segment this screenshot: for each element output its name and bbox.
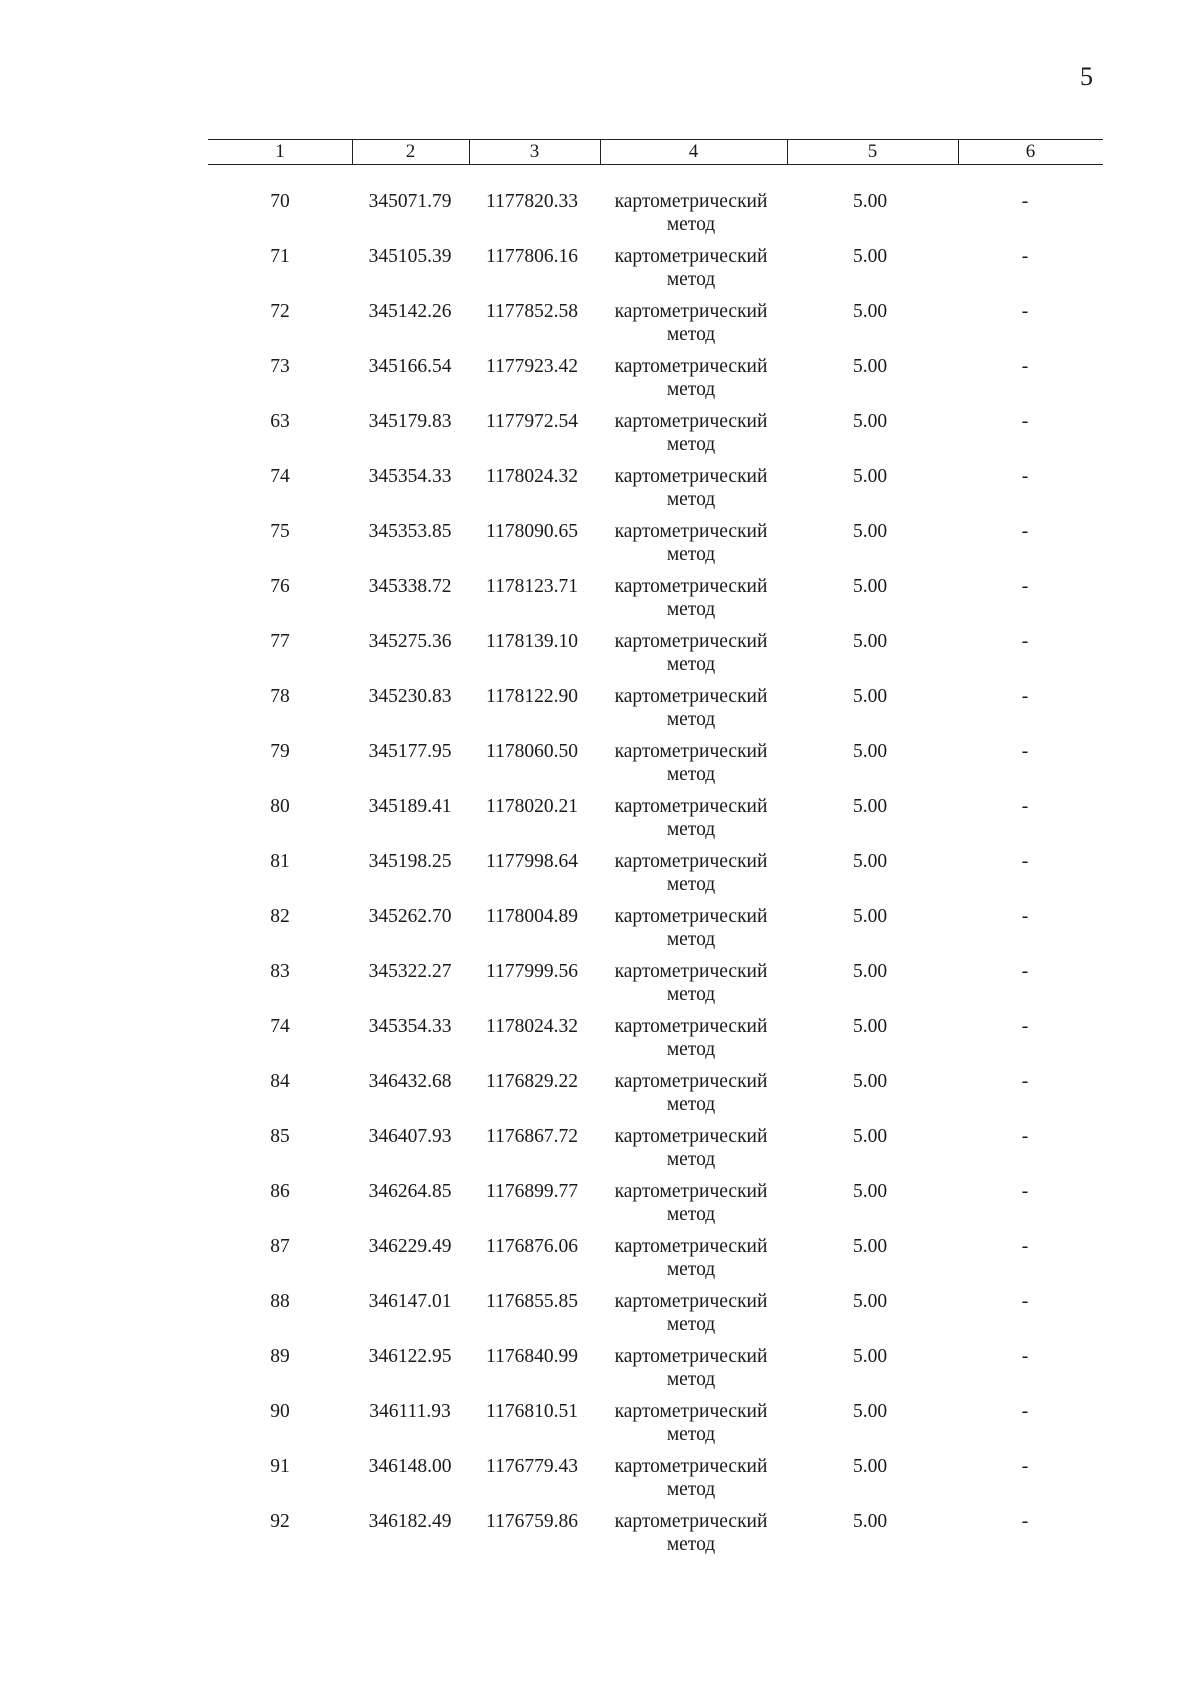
method-cell [596,1180,786,1226]
note-value: - [1021,1346,1029,1367]
note-value: - [1021,576,1029,597]
point-number: 79 [270,741,290,762]
accuracy-value: 5.00 [852,1511,888,1532]
accuracy-value: 5.00 [852,246,888,267]
table-row [0,410,1200,465]
method-cell [596,355,786,401]
y-coordinate: 1177923.42 [486,356,578,377]
point-number: 84 [270,1071,290,1092]
y-coordinate: 1178024.32 [486,466,578,487]
x-coordinate: 345338.72 [368,576,452,597]
y-coordinate: 1176810.51 [486,1401,578,1422]
y-coordinate: 1177806.16 [486,246,578,267]
table-row [0,630,1200,685]
y-coordinate: 1177999.56 [486,961,578,982]
method-line-2: метод [666,1149,716,1170]
y-coordinate: 1176759.86 [486,1511,578,1532]
accuracy-value: 5.00 [852,301,888,322]
note-value: - [1021,741,1029,762]
method-cell [596,465,786,511]
method-line-2: метод [666,379,716,400]
table-row [0,1235,1200,1290]
method-line-1: картометрический [614,466,768,487]
method-cell [596,795,786,841]
table-body [0,190,1200,1565]
x-coordinate: 345179.83 [368,411,452,432]
method-line-2: метод [666,324,716,345]
method-line-1: картометрический [614,1291,768,1312]
point-number: 87 [270,1236,290,1257]
method-cell [596,300,786,346]
method-cell [596,850,786,896]
y-coordinate: 1178139.10 [486,631,578,652]
method-line-1: картометрический [614,356,768,377]
table-row [0,1345,1200,1400]
accuracy-value: 5.00 [852,741,888,762]
note-value: - [1021,521,1029,542]
accuracy-value: 5.00 [852,576,888,597]
accuracy-value: 5.00 [852,466,888,487]
method-line-2: метод [666,1534,716,1555]
point-number: 72 [270,301,290,322]
method-cell [596,410,786,456]
method-cell [596,1070,786,1116]
column-header-1: 1 [275,141,285,162]
table-row [0,1455,1200,1510]
note-value: - [1021,1071,1029,1092]
method-line-1: картометрический [614,1456,768,1477]
table-row [0,1290,1200,1345]
method-cell [596,685,786,731]
table-header [208,139,1103,165]
y-coordinate: 1176829.22 [486,1071,578,1092]
method-line-1: картометрический [614,576,768,597]
method-line-2: метод [666,489,716,510]
note-value: - [1021,246,1029,267]
method-cell [596,630,786,676]
method-line-2: метод [666,599,716,620]
note-value: - [1021,1016,1029,1037]
x-coordinate: 345275.36 [368,631,452,652]
table-row [0,850,1200,905]
point-number: 88 [270,1291,290,1312]
point-number: 81 [270,851,290,872]
note-value: - [1021,1236,1029,1257]
x-coordinate: 346182.49 [368,1511,452,1532]
method-cell [596,1400,786,1446]
column-header-3: 3 [529,141,540,162]
x-coordinate: 345071.79 [368,191,452,212]
method-line-1: картометрический [614,1126,768,1147]
column-header-2: 2 [405,141,416,162]
point-number: 76 [270,576,290,597]
note-value: - [1021,851,1029,872]
method-cell [596,1510,786,1556]
note-value: - [1021,1456,1029,1477]
method-line-1: картометрический [614,961,768,982]
x-coordinate: 346407.93 [368,1126,452,1147]
method-line-1: картометрический [614,796,768,817]
point-number: 70 [270,191,290,212]
method-line-1: картометрический [614,1181,768,1202]
note-value: - [1021,906,1029,927]
method-line-1: картометрический [614,1346,768,1367]
point-number: 80 [270,796,290,817]
method-line-2: метод [666,1369,716,1390]
accuracy-value: 5.00 [852,796,888,817]
table-row [0,520,1200,575]
table-row [0,245,1200,300]
accuracy-value: 5.00 [852,1291,888,1312]
x-coordinate: 345354.33 [368,466,452,487]
accuracy-value: 5.00 [852,686,888,707]
method-line-1: картометрический [614,686,768,707]
note-value: - [1021,631,1029,652]
point-number: 73 [270,356,290,377]
y-coordinate: 1176855.85 [486,1291,578,1312]
point-number: 74 [270,466,290,487]
point-number: 82 [270,906,290,927]
accuracy-value: 5.00 [852,1181,888,1202]
y-coordinate: 1177998.64 [486,851,578,872]
method-line-1: картометрический [614,631,768,652]
note-value: - [1021,301,1029,322]
accuracy-value: 5.00 [852,411,888,432]
table-row [0,190,1200,245]
method-line-2: метод [666,1204,716,1225]
table-row [0,1510,1200,1565]
table-row [0,960,1200,1015]
method-cell [596,1235,786,1281]
method-line-2: метод [666,1259,716,1280]
accuracy-value: 5.00 [852,1456,888,1477]
accuracy-value: 5.00 [852,961,888,982]
method-line-2: метод [666,984,716,1005]
accuracy-value: 5.00 [852,1236,888,1257]
method-line-2: метод [666,929,716,950]
x-coordinate: 345354.33 [368,1016,452,1037]
column-header-4: 4 [688,141,699,162]
point-number: 71 [270,246,290,267]
column-header-6: 6 [1025,141,1036,162]
table-row [0,300,1200,355]
note-value: - [1021,411,1029,432]
method-line-1: картометрический [614,1236,768,1257]
method-line-2: метод [666,819,716,840]
y-coordinate: 1178060.50 [486,741,578,762]
note-value: - [1021,1291,1029,1312]
accuracy-value: 5.00 [852,906,888,927]
x-coordinate: 345262.70 [368,906,452,927]
accuracy-value: 5.00 [852,521,888,542]
note-value: - [1021,961,1029,982]
note-value: - [1021,466,1029,487]
note-value: - [1021,796,1029,817]
x-coordinate: 346229.49 [368,1236,452,1257]
method-line-2: метод [666,1424,716,1445]
accuracy-value: 5.00 [852,1126,888,1147]
x-coordinate: 345322.27 [368,961,452,982]
accuracy-value: 5.00 [852,1401,888,1422]
method-line-2: метод [666,1479,716,1500]
x-coordinate: 346122.95 [368,1346,452,1367]
y-coordinate: 1176840.99 [486,1346,578,1367]
point-number: 63 [270,411,290,432]
x-coordinate: 346147.01 [368,1291,452,1312]
x-coordinate: 345177.95 [368,741,452,762]
accuracy-value: 5.00 [852,1346,888,1367]
table-row [0,1400,1200,1455]
point-number: 92 [270,1511,290,1532]
y-coordinate: 1177852.58 [486,301,578,322]
method-line-1: картометрический [614,1071,768,1092]
y-coordinate: 1178123.71 [486,576,578,597]
y-coordinate: 1178020.21 [486,796,578,817]
x-coordinate: 345142.26 [368,301,452,322]
method-line-2: метод [666,764,716,785]
x-coordinate: 345189.41 [368,796,452,817]
point-number: 86 [270,1181,290,1202]
y-coordinate: 1178004.89 [486,906,578,927]
method-cell [596,575,786,621]
method-cell [596,190,786,236]
y-coordinate: 1177820.33 [486,191,578,212]
method-cell [596,1345,786,1391]
method-line-1: картометрический [614,741,768,762]
method-cell [596,1125,786,1171]
method-line-1: картометрический [614,301,768,322]
method-line-1: картометрический [614,246,768,267]
table-row [0,1125,1200,1180]
method-cell [596,905,786,951]
note-value: - [1021,356,1029,377]
point-number: 78 [270,686,290,707]
table-row [0,575,1200,630]
note-value: - [1021,191,1029,212]
method-cell [596,520,786,566]
method-line-2: метод [666,709,716,730]
x-coordinate: 345105.39 [368,246,452,267]
y-coordinate: 1178024.32 [486,1016,578,1037]
note-value: - [1021,686,1029,707]
method-line-1: картометрический [614,851,768,872]
method-line-1: картометрический [614,521,768,542]
x-coordinate: 346148.00 [368,1456,452,1477]
method-line-1: картометрический [614,906,768,927]
page-number: 5 [1080,62,1093,91]
note-value: - [1021,1181,1029,1202]
method-line-1: картометрический [614,1016,768,1037]
accuracy-value: 5.00 [852,1016,888,1037]
point-number: 85 [270,1126,290,1147]
x-coordinate: 345166.54 [368,356,452,377]
y-coordinate: 1178122.90 [486,686,578,707]
x-coordinate: 345198.25 [368,851,452,872]
point-number: 89 [270,1346,290,1367]
y-coordinate: 1176779.43 [486,1456,578,1477]
table-row [0,465,1200,520]
accuracy-value: 5.00 [852,356,888,377]
accuracy-value: 5.00 [852,1071,888,1092]
y-coordinate: 1176876.06 [486,1236,578,1257]
accuracy-value: 5.00 [852,191,888,212]
note-value: - [1021,1126,1029,1147]
method-line-1: картометрический [614,1511,768,1532]
point-number: 75 [270,521,290,542]
table-row [0,685,1200,740]
point-number: 83 [270,961,290,982]
table-row [0,355,1200,410]
method-line-2: метод [666,544,716,565]
point-number: 91 [270,1456,290,1477]
method-line-1: картометрический [614,411,768,432]
x-coordinate: 346432.68 [368,1071,452,1092]
method-line-1: картометрический [614,1401,768,1422]
table-row [0,1015,1200,1070]
y-coordinate: 1177972.54 [486,411,578,432]
x-coordinate: 345353.85 [368,521,452,542]
point-number: 74 [270,1016,290,1037]
method-line-2: метод [666,654,716,675]
table-row [0,1180,1200,1235]
method-line-2: метод [666,214,716,235]
x-coordinate: 346111.93 [369,1401,451,1422]
method-line-2: метод [666,269,716,290]
method-line-2: метод [666,874,716,895]
method-line-2: метод [666,1039,716,1060]
method-line-2: метод [666,434,716,455]
y-coordinate: 1176899.77 [486,1181,578,1202]
note-value: - [1021,1511,1029,1532]
method-cell [596,740,786,786]
method-line-2: метод [666,1094,716,1115]
column-header-5: 5 [867,141,878,162]
method-line-2: метод [666,1314,716,1335]
method-cell [596,1290,786,1336]
point-number: 77 [270,631,290,652]
method-cell [596,1015,786,1061]
accuracy-value: 5.00 [852,631,888,652]
accuracy-value: 5.00 [852,851,888,872]
method-cell [596,960,786,1006]
method-cell [596,1455,786,1501]
y-coordinate: 1178090.65 [486,521,578,542]
method-cell [596,245,786,291]
x-coordinate: 345230.83 [368,686,452,707]
table-row [0,740,1200,795]
table-row [0,795,1200,850]
y-coordinate: 1176867.72 [486,1126,578,1147]
table-row [0,905,1200,960]
x-coordinate: 346264.85 [368,1181,452,1202]
table-row [0,1070,1200,1125]
note-value: - [1021,1401,1029,1422]
point-number: 90 [270,1401,290,1422]
method-line-1: картометрический [614,191,768,212]
